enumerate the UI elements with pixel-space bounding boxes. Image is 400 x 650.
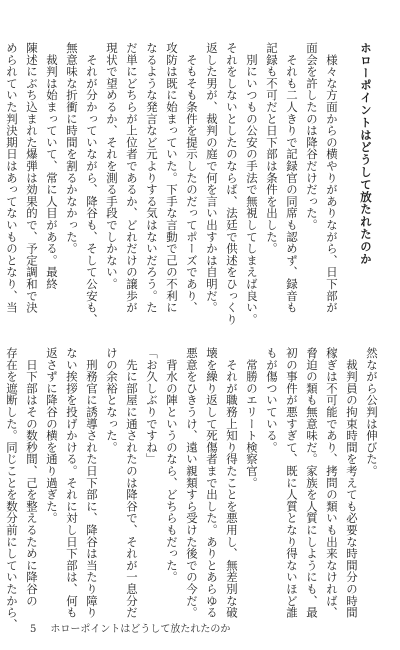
text-line: なるような発言など元よりする気はないだろう。た	[145, 42, 159, 314]
text-line: 初の事件が悪すぎて、既に人質となり得ないほど誰	[285, 347, 299, 619]
text-line: 別にいつもの公安の手法で無視してしまえば良い。	[245, 42, 259, 326]
text-line: 先に部屋に通されたのは降谷で、それが一息分だ	[125, 347, 139, 619]
page-number: 5	[30, 624, 37, 635]
text-line: 記録も不可だと日下部は条件を出した。	[265, 42, 279, 255]
text-line: それも二人きりで記録官の同席も認めず、録音も	[285, 42, 299, 314]
text-line: だ単にどちらが上位者であるか、どれだけの譲歩が	[125, 42, 139, 314]
text-line: 裁判は始まっていて、常に人目がある。最終	[45, 42, 59, 290]
text-line: 面会を許したのは降谷だけだった。	[305, 42, 319, 231]
text-line: そもそも条件を提示したのだってポーズであり、	[185, 42, 199, 314]
text-line: 稼ぎは不可能であり、拷問の類いも出来なければ、	[325, 347, 339, 619]
text-line: 攻防は既に始まっていた。下手な言動で己の不利に	[165, 42, 179, 314]
text-line: もが傷ついている。	[265, 347, 279, 454]
page-footer	[30, 620, 230, 635]
text-line: けの余裕となった。	[105, 347, 119, 454]
text-line: それが分かっていながら、降谷も、そして公安も、	[85, 42, 99, 326]
text-line: 悪意をひきうけ、遠い親類すら受けた後での今だ。	[185, 347, 199, 619]
text-line	[0, 347, 2, 602]
text-line: められていた判決期日はあってないものとなり、当	[5, 42, 19, 314]
text-line: 現状で望めるか、それを測る手段でしかない。	[105, 42, 119, 290]
text-line: 刑務官に誘導された日下部に、降谷は当たり障り	[85, 347, 99, 619]
running-title: ホローポイントはどうして放たれたのか	[50, 624, 231, 635]
text-line: ない挨拶を投げかける。それに対し日下部は、何も	[65, 347, 79, 619]
chapter-title: ホローポイントはどうして放たれたのか	[359, 42, 373, 266]
text-line: 返した男が、裁判の庭で何を言い出すかは自明だ。	[205, 42, 219, 314]
text-line: 「お久しぶりですね」	[145, 347, 159, 465]
text-line: 裁判員の拘束時間を考えても必要な時間分の時間	[345, 347, 359, 619]
text-line: それをしないとしたのならば、法廷で供述をひっくり	[225, 42, 239, 326]
text-line: 無意味な折衝に時間を割るかなかった。	[65, 42, 79, 255]
upper-text-block	[2, 42, 376, 342]
text-line: 然ながら公判は伸びた。	[365, 347, 379, 477]
text-line: 背水の陣というのなら、どちらもだった。	[165, 347, 179, 583]
text-line: それが職務上知り得たことを悪用し、無差別な破	[225, 347, 239, 619]
text-line: 脅迫の類も無意味だ。家族を人質にしようにも、最	[305, 347, 319, 619]
text-line: 返さずに降谷の横を通り過ぎた。	[45, 347, 59, 524]
text-line: 常勝のエリート検察官。	[245, 347, 259, 489]
text-line: 壊を繰り返して死傷者まで出した。ありとあらゆる	[205, 347, 219, 619]
text-line: 様々な方面からの横やりがありながら、日下部が	[325, 42, 339, 314]
text-line: 存在を遮断した。同じことを数分前にしていたから、	[5, 347, 19, 631]
text-line: 陳述にぶち込まれた爆弾は効果的で、予定調和で決	[25, 42, 39, 314]
text-line: 日下部はその数秒間、己を整えるために降谷の	[25, 347, 39, 607]
